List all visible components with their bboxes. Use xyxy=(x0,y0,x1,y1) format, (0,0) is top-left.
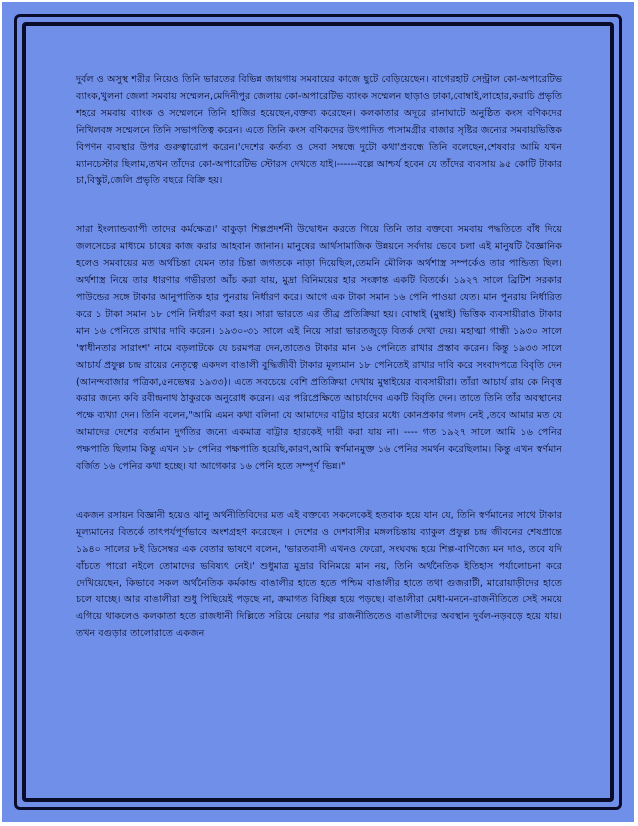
document-body xyxy=(76,72,562,762)
paragraph-2: সারা ইংল্যান্ডব্যাপী তাদের কর্মক্ষেত্র।' বাকুড়া শিল্পপ্রদর্শনী উদ্বোধন করতে গিয়ে তিনি তার বক্তব্যে সমবায় পদ্ধতিতে বাঁধ দিয়ে জলসেচের মাধ্যমে চাষের কাজ করার আহবান জানান। মানুষের আর্থসামাজিক উন্নয়নে সর্বদায় ভেবে চলা এই মানুষটি বৈজ্ঞানিক হলেও সমবায়ের মত অর্থচিন্তা যেমন তার চিন্তা জগতকে নাড়া দিয়েছিল,তেমনি মৌলিক অর্থশাস্ত্র সম্পর্কেও তার পান্ডিত্য ছিল। অর্থশাস্ত্র নিয়ে তার ধারণার গভীরতা আঁচ করা যায়, মুদ্রা বিনিময়ের হার সংক্রান্ত একটি বিতর্কে। ১৯২৭ সালে ব্রিটিশ সরকার পাউন্ডের সঙ্গে টাকার আনুপাতিক হার পুনরায় নির্ধারণ করে। আগে এক টাকা সমান ১৬ পেনি পাওয়া যেত। মান পুনরায় নির্ধারিত করে ১ টাকা সমান ১৮ পেনি নির্ধারণ করা হয়। সারা ভারতে এর তীব্র প্রতিক্রিয়া হয়। বোম্বাই (মুম্বাই) ভিত্তিক ব্যবসায়ীরাও টাকার মান ১৬ পেনিতে রাখার দাবি করেন। ১৯৩০-৩১ সালে এই নিয়ে সারা ভারতজুড়ে বিতর্ক দেখা দেয়। মহাত্মা গান্ধী ১৯৩০ সালে 'স্বাধীনতার সারাংশ' নামে বড়লাটকে যে চরমপত্র দেন,তাতেও টাকার মান ১৬ পেনিতে রাখার প্রস্তাব করেন। কিন্তু ১৯৩৩ সালে আচার্য প্রফুল্ল চন্দ্র রায়ের নেতৃত্বে একদল বাঙালী বুদ্ধিজীবী টাকার মূল্যমান ১৮ পেনিতেই রাখার দাবি করে সংবাদপত্রে বিবৃতি দেন (আনন্দবাজার পত্রিকা,৫নভেম্বর ১৯৩৩)। এতে সবচেয়ে বেশি প্রতিক্রিয়া দেখায় মুম্বাইয়ের ব্যবসায়ীরা। তাঁরা আচার্য রায় কে নিবৃত্ত করার জন্যে কবি রবীন্দ্রনাথ ঠাকুরকে অনুরোধ করেন। এর পরিপ্রেক্ষিতে আচার্যদেব একটি বিবৃতি দেন। তাতে তিনি তাঁর অবস্থানের পক্ষে ব্যখ্যা দেন। তিনি বলেন,"আমি এমন কথা বলিনা যে আমাদের বাট্টার হারের মধ্যে কোনপ্রকার গলদ নেই ,তবে আমার মত যে আমাদের দেশের বর্তমান দুর্গতির জন্যে একমাত্র বাট্টার হারকেই দায়ী করা যায় না। ---- গত ১৯২৭ সালে আমি ১৬ পেনির পক্ষপাতি ছিলাম কিন্তু এখন ১৮ পেনির পক্ষপাতি হয়েছি,কারণ,আমি স্বর্ণমানমুক্ত ১৬ পেনির সমর্থন করেছিলাম। কিন্তু এখন স্বর্ণমান বর্জিত ১৬ পেনির কথা হচ্ছে। যা আগেকার ১৬ পেনি হতে সম্পূর্ণ ভিন্ন।" xyxy=(76,224,562,473)
paragraph-1: দুর্বল ও অসুস্থ শরীর নিয়েও তিনি ভারতের বিভিন্ন জায়গায় সমবায়ের কাজে ছুটে বেড়িয়েছেন। বাগেরহাট সেন্ট্রাল কো-অপারেটিভ ব্যাংক,খুলনা জেলা সমবায় সম্মেলন,মেদিনীপুর জেলায় কো-অপারেটিভ ব্যাংক সম্মেলন ছাড়াও ঢাকা,বোম্বাই,লাহোর,করাচি প্রভৃতি শহরে সমবায় ব্যাংক ও সম্মেলনে তিনি হাজির হয়েছেন,বক্তব্য করেছেন। কলকাতার অদূরে রানাঘাটে অনুষ্ঠিত কংস বণিকদের নিখিলবঙ্গ সম্মেলনে তিনি সভাপতিত্ব করেন। এতে তিনি কংস বণিকদের উৎপাদিত প্যসামগ্রীর বাজার সৃষ্টির জন্যের সমবায়ভিত্তিক বিপণন ব্যবস্থার উপর গুরুত্বারোপ করেন।'দেশের কর্তব্য ও সেবা সম্বন্ধে দুটো কথা'প্রবন্ধে তিনি বলেছেন,শেষবার আমি যখন ম্যানচেস্টার ছিলাম,তখন তাঁদের কো-অপারেটিভ স্টোরস দেখতে যাই।------বল্লে আশ্চর্য হবেন যে তাঁদের ব্যবসায় ৯৫ কোটি টাকার চা,বিস্কুট,জেলি প্রভৃতি বছরে বিক্রি হয়। xyxy=(76,74,562,187)
page xyxy=(2,2,634,822)
paragraph-3: একজন রসায়ন বিজ্ঞানী হয়েও ঝানু অর্থনীতিবিদের মত এই বক্তব্যে সকলেকেই হতবাক হয়ে যান যে, তিনি স্বর্ণমানের সাথে টাকার মূল্যমানের বিতর্কে তাৎপর্যপূর্ণভাবে অংশগ্রহণ করেছেন । দেশের ও দেশবাসীর মঙ্গলচিন্তায় ব্যাকুল প্রফুল্ল চন্দ্র জীবনের শেষপ্রান্তে ১৯৪০ সালের ৮ই ডিসেম্বর এক বেতার ভাষণে বলেন, 'ভারতবাসী এখনও ফেরো, সংঘবদ্ধ হয়ে শিল্প-বাণিজ্যে মন দাও, তবে যদি বাঁচতে পারো নইলে তোমাদের ভবিষ্যৎ নেই।' শুধুমাত্র মুদ্রার বিনিময়ে মান নয়, তিনি অর্থনৈতিক ইতিহাস পর্যালোচনা করে দেখিয়েছেন, কিভাবে সকল অর্থনৈতিক কর্মকান্ড বাঙালীর হাতে হতে পশ্চিম বাঙালীর হাতে তথা গুজরাটী, মারোয়াড়ীদের হাতে চলে যাচ্ছে। আর বাঙালীরা শুধু পিছিয়েই পড়ছে না, ক্রমাগত বিচ্ছিন্ন হয়ে পড়ছে। বাঙালীরা মেধা-মননে-রাজনীতিতে সেই সময়ে এগিয়ে থাকলেও কলকাতা হতে রাজধানী দিল্লিতে সরিয়ে নেয়ার পর রাজনীতিতেও বাঙালীদের অবস্থান দুর্বল-নড়বড়ে হয়ে যায়। তখন বগুড়ার তালোরাতে একজন xyxy=(76,509,562,640)
